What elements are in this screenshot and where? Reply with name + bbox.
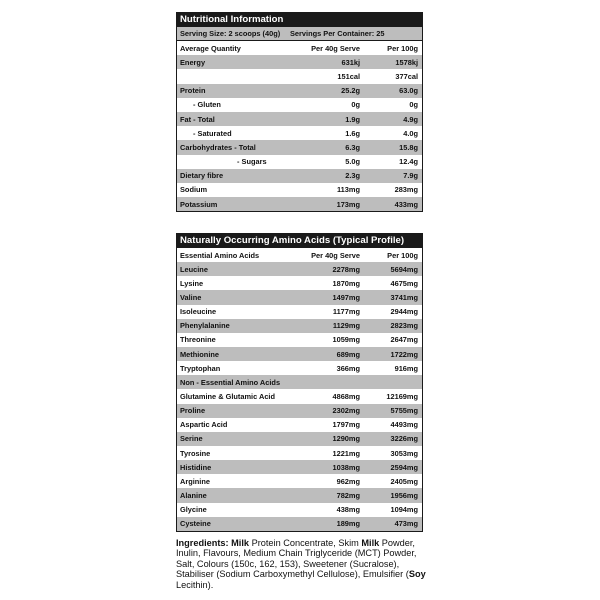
table-row [177, 503, 422, 517]
table-row [177, 276, 422, 290]
row-per-serve: 4868mg [332, 391, 360, 401]
amino-rows [177, 262, 422, 531]
row-per-100g: 283mg [394, 185, 418, 195]
table-row [177, 375, 422, 389]
row-label: Valine [180, 292, 202, 302]
row-per-100g: 12169mg [386, 391, 418, 401]
row-per-serve: 0g [351, 100, 360, 110]
table-row [177, 84, 422, 98]
row-per-100g: 2594mg [390, 462, 418, 472]
ingredient-soy: Soy [408, 569, 426, 580]
row-per-100g: 377cal [395, 71, 418, 81]
ingredients-part-1: Protein Concentrate, Skim [249, 538, 362, 548]
row-label: Threonine [180, 335, 216, 345]
serving-info [177, 27, 422, 41]
row-per-serve: 1038mg [332, 462, 360, 472]
nutrition-header-row [177, 41, 422, 55]
table-row [177, 517, 422, 531]
row-label: Dietary fibre [180, 171, 224, 181]
row-per-100g: 916mg [394, 363, 418, 373]
row-label: Methionine [180, 349, 220, 359]
table-row [177, 460, 422, 474]
row-label: Potassium [180, 199, 218, 209]
row-label: Glycine [180, 505, 207, 515]
table-row [177, 333, 422, 347]
row-per-serve: 1.9g [345, 114, 360, 124]
row-per-serve: 2278mg [332, 264, 360, 274]
row-per-100g: 0g [409, 100, 418, 110]
row-per-100g: 63.0g [399, 86, 418, 96]
servings-per-container: Servings Per Container: 25 [290, 29, 385, 38]
row-per-serve: 1059mg [332, 335, 360, 345]
table-row [177, 183, 422, 197]
table-row [177, 361, 422, 375]
row-per-100g: 4493mg [390, 420, 418, 430]
row-per-serve: 1129mg [332, 321, 360, 331]
row-per-100g: 7.9g [403, 171, 418, 181]
row-label: Isoleucine [180, 307, 217, 317]
nutrition-rows [177, 55, 422, 211]
table-row [177, 389, 422, 403]
row-label: Serine [180, 434, 203, 444]
row-label: - Saturated [193, 128, 232, 138]
row-per-serve: 1290mg [332, 434, 360, 444]
ingredient-milk: Milk [231, 538, 250, 548]
row-per-100g: 2647mg [390, 335, 418, 345]
table-row [177, 262, 422, 276]
ingredients-part-2: Powder, Inulin, Flavours, Medium Chain Triglyceride (MCT) Powder, Salt, Colours (150c, 162, 153), Sweetener (Sucralose), Stabiliser (Sodium Carboxymethyl Cellulose), Emulsifier ( [176, 538, 417, 580]
row-per-100g: 2823mg [390, 321, 418, 331]
row-label: Arginine [180, 476, 210, 486]
amino-header-row [177, 248, 422, 262]
table-row [177, 155, 422, 169]
row-per-100g: 1094mg [390, 505, 418, 515]
table-row [177, 112, 422, 126]
row-per-serve: 631kj [341, 57, 360, 67]
row-per-100g: 473mg [394, 519, 418, 529]
table-row [177, 347, 422, 361]
row-per-serve: 6.3g [345, 142, 360, 152]
row-per-serve: 438mg [336, 505, 360, 515]
ingredient-milk: Milk [361, 538, 380, 548]
table-row [177, 432, 422, 446]
table-row [177, 98, 422, 112]
row-per-serve: 189mg [336, 519, 360, 529]
table-row [177, 305, 422, 319]
table-row [177, 488, 422, 502]
table-row [177, 290, 422, 304]
ingredients-text [176, 538, 428, 590]
row-label: Phenylalanine [180, 321, 230, 331]
ingredients-lead: Ingredients: [176, 538, 229, 548]
row-per-100g: 1722mg [390, 349, 418, 359]
row-per-serve: 1797mg [332, 420, 360, 430]
table-row [177, 140, 422, 154]
serving-size: Serving Size: 2 scoops (40g) [180, 29, 281, 38]
row-per-serve: 151cal [337, 71, 360, 81]
row-per-100g: 5755mg [390, 406, 418, 416]
row-label: Lysine [180, 278, 204, 288]
table-row [177, 418, 422, 432]
row-label: Sodium [180, 185, 208, 195]
table-row [177, 69, 422, 83]
row-per-serve: 1497mg [332, 292, 360, 302]
row-label: Tyrosine [180, 448, 211, 458]
row-per-100g: 4.0g [403, 128, 418, 138]
amino-panel [176, 233, 423, 532]
table-row [177, 197, 422, 211]
header-per-serve: Per 40g Serve [311, 43, 360, 53]
row-per-100g: 2405mg [390, 476, 418, 486]
row-per-serve: 782mg [336, 490, 360, 500]
row-label: - Sugars [237, 157, 267, 167]
row-label: Carbohydrates - Total [180, 142, 256, 152]
row-per-100g: 5694mg [390, 264, 418, 274]
ingredients-part-3: Lecithin). [176, 579, 214, 590]
row-per-serve: 25.2g [341, 86, 360, 96]
row-per-100g: 3226mg [390, 434, 418, 444]
header-per-100g: Per 100g [387, 250, 418, 260]
row-per-serve: 962mg [336, 476, 360, 486]
row-per-100g: 4.9g [403, 114, 418, 124]
row-label: Cysteine [180, 519, 211, 529]
row-per-100g: 1956mg [390, 490, 418, 500]
row-per-serve: 366mg [336, 363, 360, 373]
header-essential-amino: Essential Amino Acids [180, 250, 260, 260]
row-label: Non - Essential Amino Acids [180, 377, 281, 387]
row-per-100g: 3053mg [390, 448, 418, 458]
row-per-serve: 2.3g [345, 171, 360, 181]
row-label: - Gluten [193, 100, 221, 110]
row-per-serve: 5.0g [345, 157, 360, 167]
row-per-serve: 113mg [336, 185, 360, 195]
header-average-quantity: Average Quantity [180, 43, 241, 53]
row-per-serve: 1221mg [332, 448, 360, 458]
table-row [177, 126, 422, 140]
row-per-100g: 1578kj [395, 57, 418, 67]
table-row [177, 474, 422, 488]
row-label: Energy [180, 57, 206, 67]
table-row [177, 319, 422, 333]
table-row [177, 446, 422, 460]
row-per-serve: 173mg [336, 199, 360, 209]
table-row [177, 55, 422, 69]
row-per-100g: 433mg [394, 199, 418, 209]
row-label: Alanine [180, 490, 207, 500]
row-label: Fat - Total [180, 114, 215, 124]
table-row [177, 169, 422, 183]
row-label: Proline [180, 406, 206, 416]
row-per-100g: 4675mg [390, 278, 418, 288]
table-row [177, 404, 422, 418]
row-label: Glutamine & Glutamic Acid [180, 391, 275, 401]
header-per-100g: Per 100g [387, 43, 418, 53]
row-label: Histidine [180, 462, 212, 472]
row-per-serve: 1177mg [332, 307, 360, 317]
header-per-serve: Per 40g Serve [311, 250, 360, 260]
row-per-100g: 2944mg [390, 307, 418, 317]
row-per-100g: 12.4g [399, 157, 418, 167]
row-label: Protein [180, 86, 206, 96]
amino-title: Naturally Occurring Amino Acids (Typical Profile) [177, 234, 422, 248]
row-per-100g: 15.8g [399, 142, 418, 152]
row-label: Tryptophan [180, 363, 221, 373]
nutrition-panel [176, 12, 423, 212]
row-per-serve: 1870mg [332, 278, 360, 288]
row-label: Aspartic Acid [180, 420, 228, 430]
row-per-serve: 1.6g [345, 128, 360, 138]
nutrition-title: Nutritional Information [177, 13, 422, 27]
row-label: Leucine [180, 264, 208, 274]
row-per-serve: 689mg [336, 349, 360, 359]
row-per-100g: 3741mg [390, 292, 418, 302]
row-per-serve: 2302mg [332, 406, 360, 416]
